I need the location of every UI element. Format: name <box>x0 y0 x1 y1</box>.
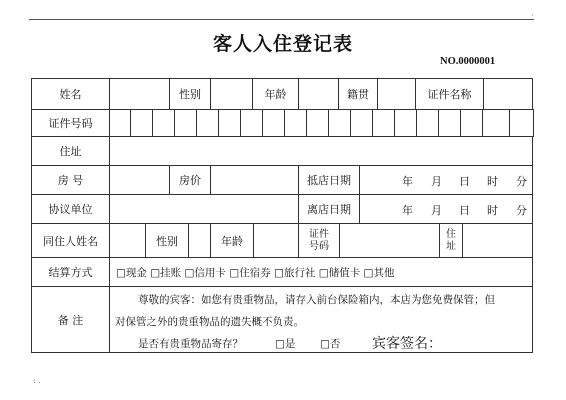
signature-label: 宾客签名： <box>372 336 442 352</box>
payment-options[interactable]: □现金 □挂账 □信用卡 □住宿券 □旅行社 □储值卡 □其他 <box>109 257 533 287</box>
form-title: 客人入住登记表 <box>212 33 353 55</box>
deposit-yes-checkbox[interactable]: □是 <box>275 338 296 350</box>
label-companion-id: 证件 号码 <box>298 223 340 258</box>
departure-hour-unit: 时 <box>487 204 498 217</box>
id-digit-box[interactable] <box>482 109 510 137</box>
label-id-number: 证件号码 <box>31 109 110 137</box>
id-digit-box[interactable] <box>262 109 285 137</box>
label-companion-gender: 性别 <box>145 223 189 258</box>
remark-line-2: 对保管之外的贵重物品的遗失概不负责。 <box>115 316 304 328</box>
id-digit-box[interactable] <box>174 109 197 137</box>
deposit-no-checkbox[interactable]: □否 <box>320 338 341 350</box>
field-departure-date[interactable] <box>359 194 533 224</box>
id-digit-box[interactable] <box>394 109 417 137</box>
id-digit-box[interactable] <box>196 109 219 137</box>
id-digit-box[interactable] <box>109 109 131 137</box>
field-companion-gender[interactable] <box>188 223 211 258</box>
serial-number: NO.0000001 <box>440 56 496 67</box>
label-gender: 性别 <box>169 78 211 110</box>
remark-line-1: 尊敬的宾客：如您有贵重物品，请存入前台保险箱内，本店为您免费保管；但 <box>138 294 495 306</box>
field-id-type[interactable] <box>483 78 533 110</box>
field-companion-address[interactable] <box>462 223 533 258</box>
arrival-minute-unit: 分 <box>516 175 527 188</box>
id-digit-box[interactable] <box>328 109 351 137</box>
label-departure-date: 离店日期 <box>298 194 360 224</box>
id-digit-box[interactable] <box>284 109 307 137</box>
label-arrival-date: 抵店日期 <box>298 165 360 195</box>
field-origin[interactable] <box>377 78 416 110</box>
field-companion-name[interactable] <box>109 223 146 258</box>
field-agreement-unit[interactable] <box>109 194 299 224</box>
id-digit-box[interactable] <box>218 109 241 137</box>
corner-mark: · <box>531 11 534 20</box>
id-digit-box[interactable] <box>416 109 439 137</box>
label-payment: 结算方式 <box>31 257 110 287</box>
field-age[interactable] <box>298 78 339 110</box>
label-remark: 备 注 <box>31 286 110 353</box>
departure-day-unit: 日 <box>459 204 470 217</box>
field-arrival-date[interactable] <box>359 165 533 195</box>
label-companion-address: 住 址 <box>439 223 463 258</box>
id-digit-box[interactable] <box>306 109 329 137</box>
field-address[interactable] <box>109 136 533 166</box>
field-name[interactable] <box>109 78 170 110</box>
field-gender[interactable] <box>210 78 253 110</box>
arrival-hour-unit: 时 <box>487 175 498 188</box>
id-digit-box[interactable] <box>350 109 373 137</box>
field-room-no[interactable] <box>109 165 170 195</box>
label-age: 年龄 <box>252 78 299 110</box>
id-digit-box[interactable] <box>152 109 175 137</box>
departure-year-unit: 年 <box>402 204 413 217</box>
label-agreement-unit: 协议单位 <box>31 194 110 224</box>
id-digit-box[interactable] <box>130 109 153 137</box>
deposit-question: 是否有贵重物品寄存？ <box>138 338 243 350</box>
arrival-year-unit: 年 <box>402 175 413 188</box>
departure-minute-unit: 分 <box>516 204 527 217</box>
id-digit-box[interactable] <box>438 109 461 137</box>
label-companion-name: 同住人姓名 <box>31 223 110 258</box>
departure-month-unit: 月 <box>431 204 442 217</box>
arrival-day-unit: 日 <box>459 175 470 188</box>
label-room-no: 房 号 <box>31 165 110 195</box>
field-room-rate[interactable] <box>210 165 299 195</box>
label-companion-age: 年龄 <box>210 223 254 258</box>
id-digit-box[interactable] <box>509 109 534 137</box>
field-companion-age[interactable] <box>253 223 299 258</box>
id-digit-box[interactable] <box>372 109 395 137</box>
label-id-type: 证件名称 <box>415 78 484 110</box>
bottom-mark: : . <box>33 376 41 385</box>
label-name: 姓名 <box>31 78 110 110</box>
id-digit-box[interactable] <box>460 109 483 137</box>
arrival-month-unit: 月 <box>431 175 442 188</box>
id-digit-box[interactable] <box>240 109 263 137</box>
top-rule <box>29 19 534 20</box>
label-room-rate: 房价 <box>169 165 211 195</box>
label-address: 住址 <box>31 136 110 166</box>
label-origin: 籍贯 <box>338 78 378 110</box>
field-companion-id[interactable] <box>339 223 440 258</box>
